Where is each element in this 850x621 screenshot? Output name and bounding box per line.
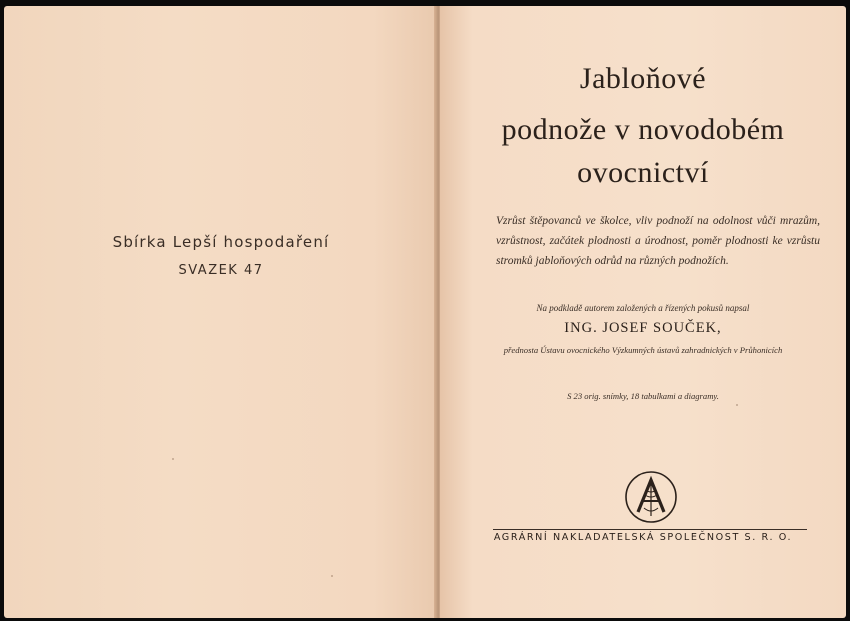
right-page [440, 6, 846, 618]
volume-number: SVAZEK 47 [178, 263, 264, 278]
publisher-emblem-A-icon [624, 470, 678, 524]
series-title: Sbírka Lepší hospodaření [112, 233, 330, 251]
book-title-line-1: Jabloňové [579, 62, 707, 95]
book-subtitle: Vzrůst štěpovanců ve školce, vliv podnoží na odolnost vůči mrazům, vzrůstnost, začátek plodnosti a úrodnost, poměr plodnosti ke vzrůstu stromků jabloňových odrůd na různých podnožích. [496, 215, 820, 267]
paper-speck [172, 458, 174, 460]
illustrations-note: S 23 orig. snímky, 18 tabulkami a diagramy. [567, 391, 719, 401]
author-affiliation: přednosta Ústavu ovocnického Výzkumných ústavů zahradnických v Průhonicích [503, 345, 783, 355]
authorship-note: Na podkladě autorem založených a řízených pokusů napsal [536, 303, 750, 313]
publisher-rule [493, 529, 807, 530]
book-title-line-2: podnože v novodobém [501, 113, 785, 146]
book-title-line-3: ovocnictví [577, 156, 709, 189]
book-spread [4, 6, 846, 618]
author-name: ING. JOSEF SOUČEK, [564, 320, 722, 336]
paper-speck [736, 404, 738, 406]
paper-speck [331, 575, 333, 577]
publisher-name: AGRÁRNÍ NAKLADATELSKÁ SPOLEČNOST S. R. O. [493, 532, 793, 543]
left-page [4, 6, 438, 618]
